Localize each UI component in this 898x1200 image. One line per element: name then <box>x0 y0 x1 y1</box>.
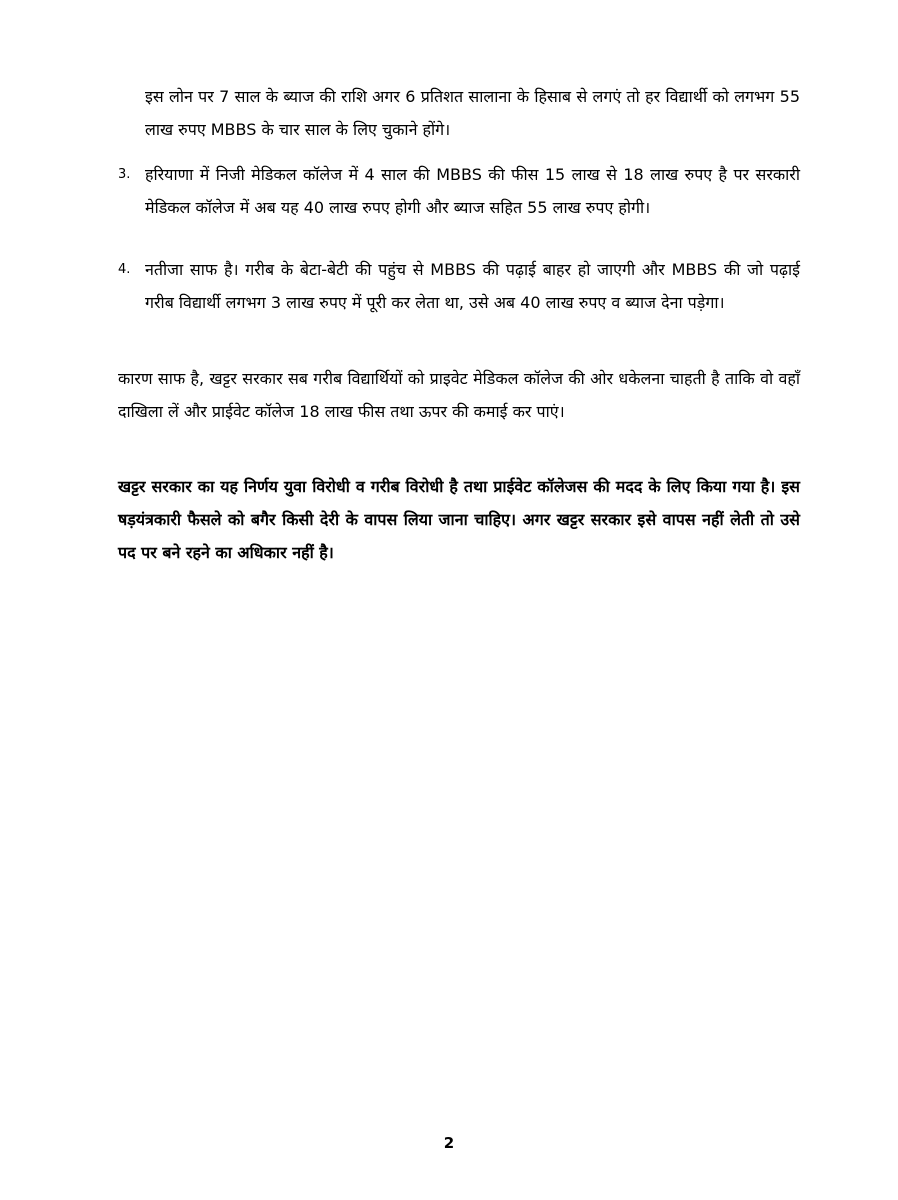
conclusion-paragraph: खट्टर सरकार का यह निर्णय युवा विरोधी व गरीब विरोधी है तथा प्राईवेट कॉलेजस की मदद के लिए किया गया है। इस षड़यंत्रकारी फैसले को बगैर किसी देरी के वापस लिया जाना चाहिए। अगर खट्टर सरकार इसे वापस नहीं लेती तो उसे पद पर बने रहने का अधिकार नहीं है। <box>118 477 800 562</box>
list-item-text: हरियाणा में निजी मेडिकल कॉलेज में 4 साल की MBBS की फीस 15 लाख से 18 लाख रुपए है पर सरकारी मेडिकल कॉलेज में अब यह 40 लाख रुपए होगी और ब्याज सहित 55 लाख रुपए होगी। <box>145 165 800 217</box>
list-item-number: 4. <box>118 262 131 277</box>
continuation-paragraph: इस लोन पर 7 साल के ब्याज की राशि अगर 6 प्रतिशत सालाना के हिसाब से लगएं तो हर विद्यार्थी को लगभग 55 लाख रुपए MBBS के चार साल के लिए चुकाने होंगे। <box>145 87 800 139</box>
reason-paragraph: कारण साफ है, खट्टर सरकार सब गरीब विद्यार्थियों को प्राइवेट मेडिकल कॉलेज की ओर धकेलना चाहती है ताकि वो वहाँ दाखिला लें और प्राईवेट कॉलेज 18 लाख फीस तथा ऊपर की कमाई कर पाएं। <box>118 369 800 421</box>
list-item-number: 3. <box>118 167 131 182</box>
page-number: 2 <box>443 1134 455 1152</box>
list-item-text: नतीजा साफ है। गरीब के बेटा-बेटी की पहुंच से MBBS की पढ़ाई बाहर हो जाएगी और MBBS की जो पढ़ाई गरीब विद्यार्थी लगभग 3 लाख रुपए में पूरी कर लेता था, उसे अब 40 लाख रुपए व ब्याज देना पड़ेगा। <box>145 260 800 312</box>
